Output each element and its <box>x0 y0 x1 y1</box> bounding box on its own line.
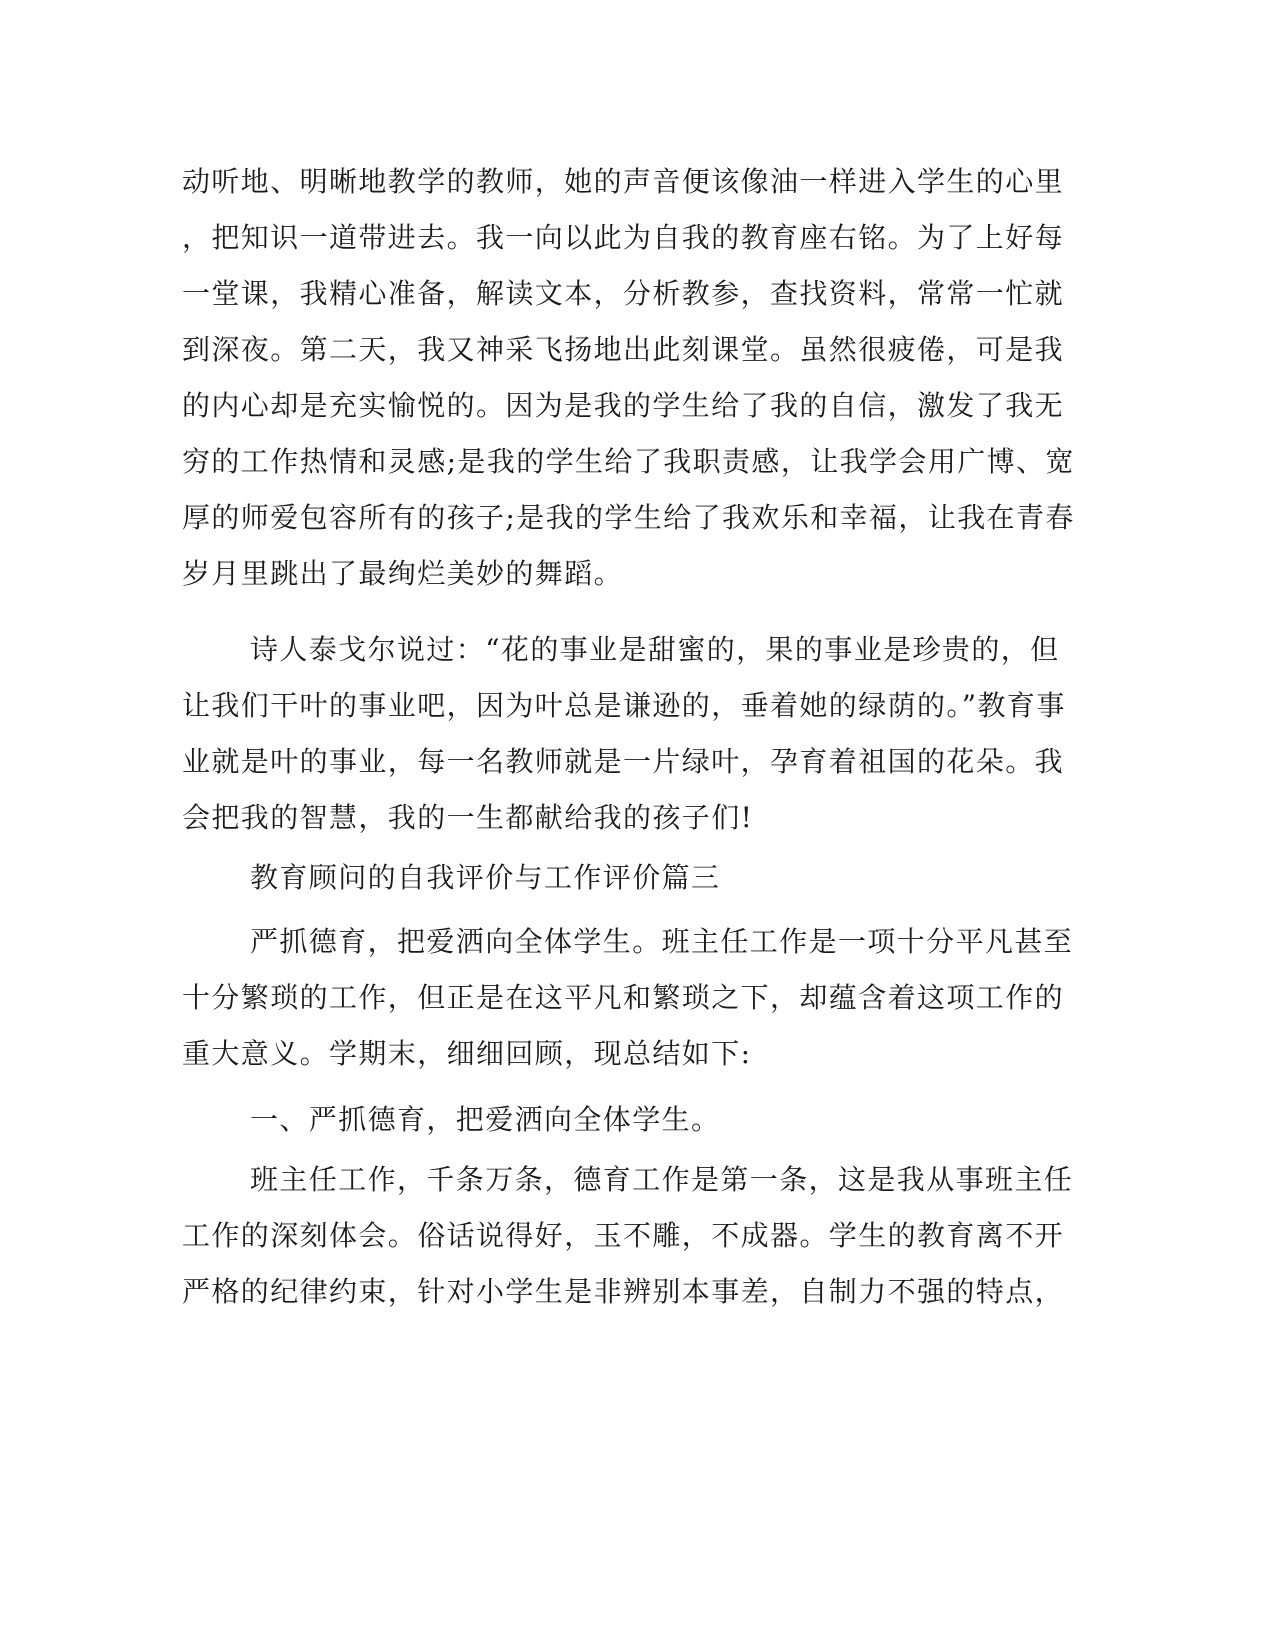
text-line: ，把知识一道带进去。我一向以此为自我的教育座右铭。为了上好每 <box>182 221 1065 254</box>
text-line: 严抓德育，把爱洒向全体学生。班主任工作是一项十分平凡甚至 <box>250 925 1074 958</box>
section-heading: 教育顾问的自我评价与工作评价篇三 <box>250 861 721 894</box>
text-line: 岁月里跳出了最绚烂美妙的舞蹈。 <box>182 557 624 590</box>
text-line: 业就是叶的事业，每一名教师就是一片绿叶，孕育着祖国的花朵。我 <box>182 745 1065 778</box>
text-line: 十分繁琐的工作，但正是在这平凡和繁琐之下，却蕴含着这项工作的 <box>182 981 1065 1014</box>
text-line: 让我们干叶的事业吧，因为叶总是谦逊的，垂着她的绿荫的。”教育事 <box>182 689 1066 722</box>
text-line: 到深夜。第二天，我又神采飞扬地出此刻课堂。虽然很疲倦，可是我 <box>182 333 1065 366</box>
text-line: 重大意义。学期末，细细回顾，现总结如下: <box>182 1037 752 1070</box>
text-line: 穷的工作热情和灵感;是我的学生给了我职责感，让我学会用广博、宽 <box>182 445 1075 478</box>
text-line: 会把我的智慧，我的一生都献给我的孩子们! <box>182 801 754 834</box>
subheading: 一、严抓德育，把爱洒向全体学生。 <box>250 1103 721 1136</box>
text-line: 严格的纪律约束，针对小学生是非辨别本事差，自制力不强的特点， <box>182 1275 1065 1308</box>
text-line: 厚的师爱包容所有的孩子;是我的学生给了我欢乐和幸福，让我在青春 <box>182 501 1075 534</box>
text-line: 班主任工作，千条万条，德育工作是第一条，这是我从事班主任 <box>250 1163 1074 1196</box>
text-line: 工作的深刻体会。俗话说得好，玉不雕，不成器。学生的教育离不开 <box>182 1219 1065 1252</box>
text-line: 诗人泰戈尔说过：“花的事业是甜蜜的，果的事业是珍贵的，但 <box>250 633 1060 666</box>
text-line: 动听地、明晰地教学的教师，她的声音便该像油一样进入学生的心里 <box>182 165 1065 198</box>
text-line: 一堂课，我精心准备，解读文本，分析教参，查找资料，常常一忙就 <box>182 277 1065 310</box>
text-line: 的内心却是充实愉悦的。因为是我的学生给了我的自信，激发了我无 <box>182 389 1065 422</box>
